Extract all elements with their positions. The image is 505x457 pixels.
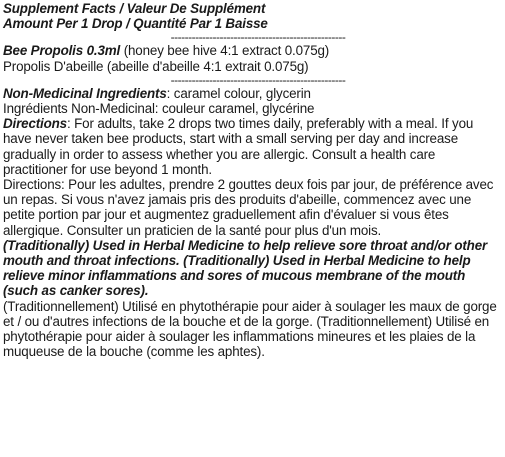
uses-en: (Traditionally) Used in Herbal Medicine to help relieve sore throat and/or other mouth and throat infections. (Traditionally) Used in Herbal Medicine to help relieve minor inflammations and sores of mucous membrane of the mouth (such as canker sores). bbox=[3, 237, 488, 299]
non-medicinal-en bbox=[3, 86, 503, 101]
directions-detail: : For adults, take 2 drops two times daily, preferably with a meal. If you have never taken bee products, start with a small serving per day and increase gradually in order to assess whether you are allergic. Consult a health care practitioner for use beyond 1 month. bbox=[3, 116, 474, 177]
medicinal-ingredient-detail: (honey bee hive 4:1 extract 0.075g) bbox=[120, 43, 330, 59]
non-medicinal-fr: Ingrédients Non-Medicinal: couleur caramel, glycérine bbox=[3, 101, 315, 117]
divider: -------------------------------------------------- bbox=[170, 31, 346, 44]
directions-fr: Directions: Pour les adultes, prendre 2 gouttes deux fois par jour, de préférence avec un repas. Si vous n'avez jamais pris des produits d'abeille, commencez avec une petite portion par jour et augmentez graduellement afin d'évaluer si vous êtes allergique. Consulter un praticien de la santé pour plus d'un mois. bbox=[3, 177, 494, 238]
medicinal-ingredient-label: Bee Propolis 0.3ml bbox=[3, 43, 121, 59]
directions-en bbox=[3, 116, 503, 177]
non-medicinal-detail: : caramel colour, glycerin bbox=[166, 85, 311, 101]
uses-fr: (Traditionnellement) Utilisé en phytothérapie pour aider à soulager les maux de gorge et / ou d'autres infections de la bouche et de la gorge. (Traditionnellement) Utilisé en phytothérapie pour aider à soulager les inflammations mineures et les plaies de la muqueuse de la bouche (comme les aphtes). bbox=[3, 298, 497, 360]
header-title: Supplement Facts / Valeur De Supplément bbox=[3, 1, 266, 16]
directions-label: Directions bbox=[3, 116, 67, 132]
medicinal-ingredient-en bbox=[3, 43, 503, 58]
non-medicinal-label: Non-Medicinal Ingredients bbox=[3, 85, 167, 101]
medicinal-ingredient-fr: Propolis D'abeille (abeille d'abeille 4:1 extrait 0.075g) bbox=[3, 58, 309, 74]
divider: -------------------------------------------------- bbox=[170, 73, 346, 86]
header-amount: Amount Per 1 Drop / Quantité Par 1 Baisse bbox=[3, 16, 268, 32]
